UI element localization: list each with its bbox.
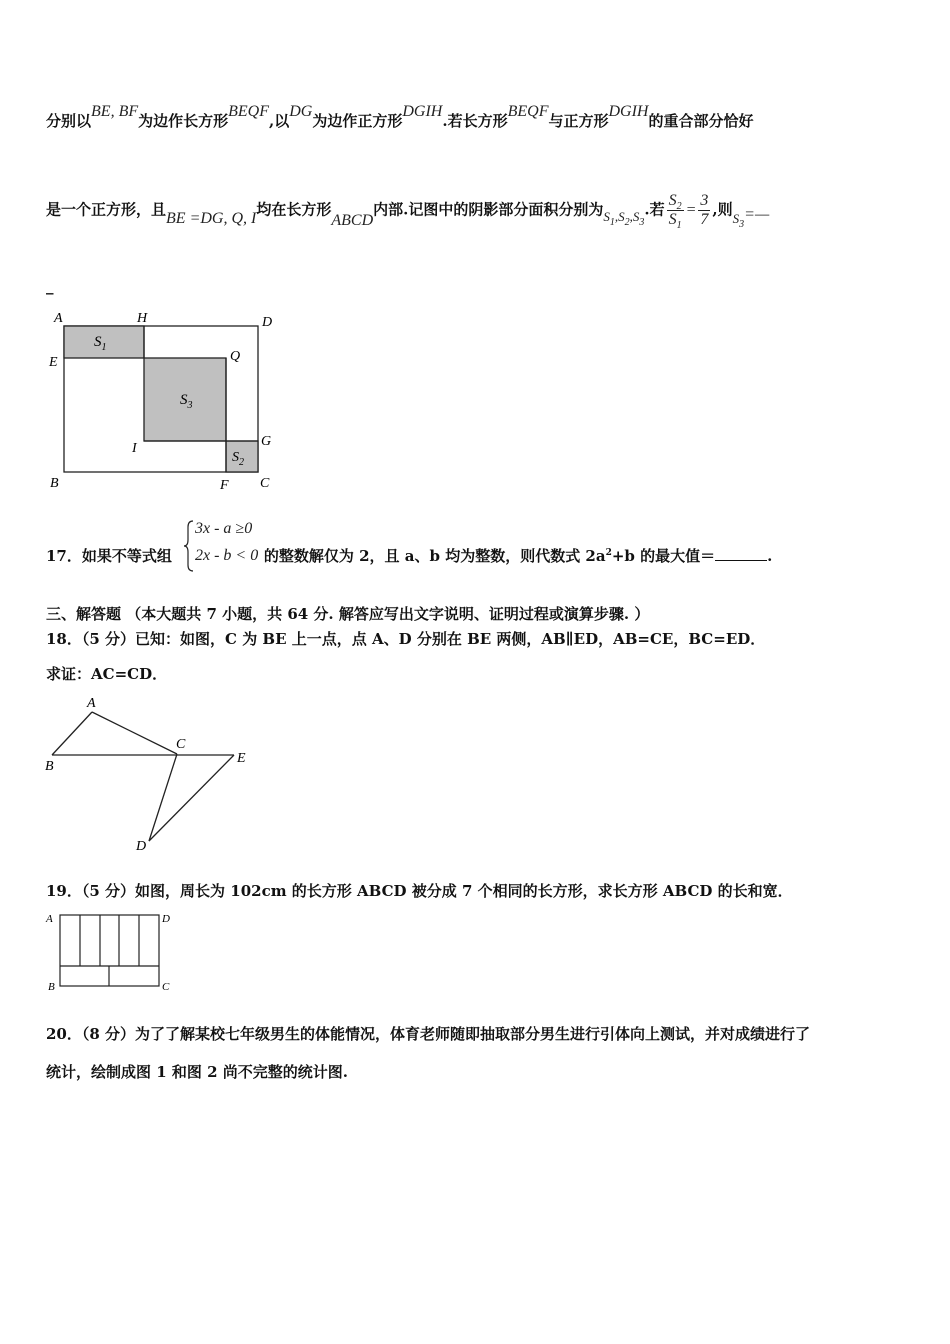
- label-a: A: [54, 311, 63, 326]
- p16-line-2: [46, 192, 769, 229]
- inequality-2: 2x - b < 0: [195, 547, 259, 564]
- math: DGIH: [402, 103, 443, 120]
- label-i: I: [132, 441, 137, 456]
- s3-answer: $S_3$: [732, 210, 745, 230]
- inequality-1: 3x - a ≥0: [195, 520, 253, 537]
- label-h: H: [137, 311, 148, 326]
- text: 与正方形: [548, 112, 609, 130]
- label-d: D: [262, 315, 273, 330]
- label-e: E: [49, 355, 58, 370]
- label-c: C: [260, 476, 270, 491]
- text: .: [767, 547, 773, 565]
- label-e: E: [237, 751, 246, 766]
- text: .若长方形: [442, 112, 508, 130]
- math: BEQF: [507, 103, 549, 120]
- label-a: A: [87, 696, 96, 711]
- p17-line: [46, 545, 772, 566]
- math: DGIH: [608, 103, 649, 120]
- answer-blank: [715, 560, 767, 561]
- p19-line-1: 19．（5 分）如图，周长为 102cm 的长方形 ABCD 被分成 7 个相同的长方形，求长方形 ABCD 的长和宽．: [46, 882, 793, 900]
- fraction-3-7: $\frac{3}{7}$: [700, 192, 709, 228]
- text: 内部.记图中的阴影部分面积分别为: [373, 200, 604, 219]
- inequality-system: [183, 520, 273, 572]
- p20-line-2: 统计，绘制成图 1 和图 2 尚不完整的统计图.: [46, 1063, 348, 1081]
- text: ,以: [269, 112, 290, 130]
- label-d: D: [136, 839, 147, 854]
- text: 是一个正方形，且: [46, 200, 167, 219]
- label-b: B: [48, 981, 55, 993]
- superscript: 2: [605, 548, 612, 558]
- fraction-s2-s1: $\frac{S_2}{S_1}$: [668, 192, 682, 231]
- text: 如果不等式组: [81, 547, 172, 565]
- math: BE, BF: [91, 103, 139, 120]
- text: .若: [644, 200, 665, 219]
- label-b: B: [45, 759, 54, 774]
- math: BE =DG, Q, I: [166, 209, 257, 227]
- text: ,则: [712, 200, 733, 219]
- p16-line-3: _: [46, 277, 54, 295]
- equals: =: [685, 201, 697, 219]
- text: 的整数解仅为 2，且 a、b 均为整数，则代数式 2a: [263, 547, 606, 565]
- label-s3: $S_3$: [180, 392, 193, 411]
- text: 为边作正方形: [312, 112, 403, 130]
- math: DG: [289, 103, 313, 120]
- text: +b 的最大值＝: [611, 547, 716, 565]
- label-g: G: [261, 434, 272, 449]
- section-3-title: 三、解答题 （本大题共 7 小题，共 64 分. 解答应写出文字说明、证明过程或演算步骤. ）: [46, 605, 650, 623]
- math: ABCD: [331, 211, 374, 229]
- s-list: $S_1,S_2,S_3$: [603, 208, 645, 228]
- label-s2: $S_2$: [232, 450, 244, 468]
- label-c: C: [176, 737, 186, 752]
- label-f: F: [220, 478, 229, 493]
- p18-line-2: 求证：AC=CD．: [46, 665, 168, 683]
- text: 分别以: [46, 112, 92, 130]
- label-a: A: [46, 913, 53, 925]
- text: 为边作长方形: [138, 112, 229, 130]
- text: 均在长方形: [256, 200, 332, 219]
- figure-16: [44, 306, 284, 496]
- p18-line-1: 18．（5 分）已知：如图，C 为 BE 上一点，点 A、D 分别在 BE 两侧，AB∥ED，AB=CE，BC=ED．: [46, 630, 766, 648]
- label-c: C: [162, 981, 170, 993]
- label-b: B: [50, 476, 59, 491]
- figure-18: [40, 690, 260, 855]
- label-s1: $S_1$: [94, 334, 107, 353]
- math: BEQF: [228, 103, 269, 120]
- p16-line-1: [46, 103, 754, 131]
- p20-line-1: 20．（8 分）为了了解某校七年级男生的体能情况，体育老师随即抽取部分男生进行引体向上测试，并对成绩进行了: [46, 1025, 811, 1043]
- answer-blank: =—: [744, 205, 770, 223]
- figure-19: [42, 908, 182, 996]
- brace-icon: [183, 520, 195, 572]
- text: 的重合部分恰好: [648, 112, 754, 130]
- label-q: Q: [230, 349, 241, 364]
- label-d: D: [162, 913, 170, 925]
- text: 17．: [46, 547, 82, 565]
